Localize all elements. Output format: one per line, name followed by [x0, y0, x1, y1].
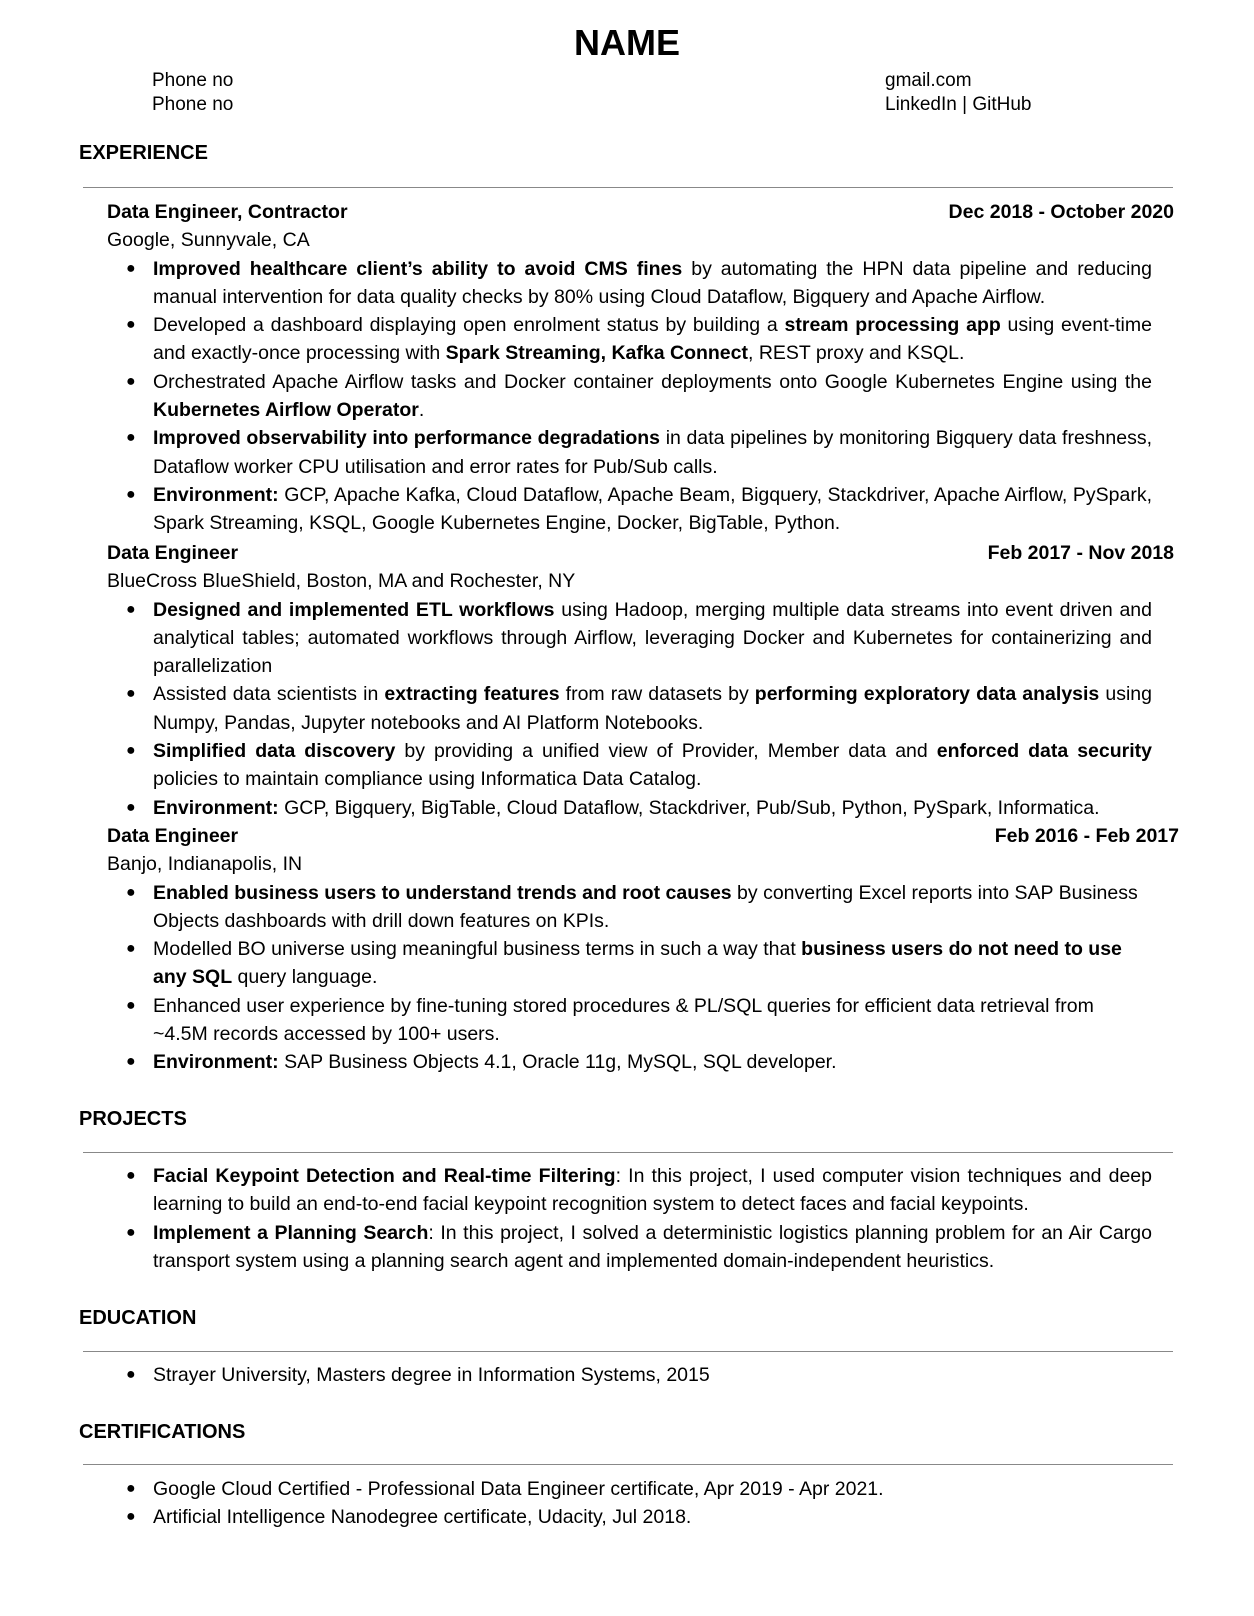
bold-text: Improved observability into performance degradations: [153, 427, 661, 450]
bold-text: Simplified data discovery: [153, 740, 396, 763]
job-header: [107, 198, 1174, 226]
section-title-education: EDUCATION: [79, 1307, 197, 1329]
bullet-dot-icon: ●: [126, 940, 136, 958]
section-title-projects: PROJECTS: [79, 1108, 187, 1130]
text-run: Google Cloud Certified - Professional Data Engineer certificate, Apr 2019 - Apr 2021.: [153, 1478, 884, 1500]
list-item: [126, 368, 1174, 425]
job-entry: [107, 539, 1174, 822]
section-divider: [83, 1464, 1173, 1465]
text-run: Developed a dashboard displaying open enrolment status by building a: [153, 314, 785, 337]
text-run: by converting Excel reports into SAP Business Objects dashboards with drill down features on KPIs.: [153, 881, 1138, 932]
bullet-dot-icon: ●: [126, 742, 136, 760]
text-run: from raw datasets by: [559, 683, 755, 706]
bold-text: business users do not need to use any SQL: [153, 938, 1122, 989]
bullet-dot-icon: ●: [126, 798, 136, 816]
text-run: , REST proxy and KSQL.: [748, 342, 965, 365]
bold-text: Environment:: [153, 483, 279, 506]
certifications-block: [107, 1475, 1174, 1532]
text-run: by providing a unified view of Provider, Member data and: [395, 740, 937, 763]
job-bullet-list: [107, 255, 1174, 538]
text-run: Assisted data scientists in: [153, 683, 385, 706]
section-divider: [83, 1152, 1173, 1153]
bullet-dot-icon: ●: [126, 883, 136, 901]
bullet-dot-icon: ●: [126, 372, 136, 390]
email-text: gmail.com: [885, 70, 972, 91]
list-item: [126, 680, 1174, 737]
profile-links: LinkedIn | GitHub: [885, 94, 1032, 115]
bullet-dot-icon: ●: [126, 685, 136, 703]
job-entry: [107, 198, 1174, 538]
job-title: Data Engineer: [107, 542, 239, 564]
bold-text: Spark Streaming, Kafka Connect: [445, 342, 748, 365]
list-item: [126, 1162, 1174, 1219]
text-run: using event-time and exactly-once processing with: [153, 314, 1152, 365]
bullet-dot-icon: ●: [126, 1480, 136, 1497]
contact-left: [152, 69, 233, 117]
bullet-dot-icon: ●: [126, 1167, 136, 1184]
text-run: policies to maintain compliance using Informatica Data Catalog.: [153, 768, 702, 791]
projects-list: [107, 1162, 1174, 1275]
list-item: [126, 1048, 1174, 1076]
bold-text: Enabled business users to understand trends and root causes: [153, 881, 732, 904]
bold-text: Implement a Planning Search: [153, 1221, 429, 1244]
text-run: Artificial Intelligence Nanodegree certificate, Udacity, Jul 2018.: [153, 1506, 692, 1529]
bold-text: Facial Keypoint Detection and Real-time Filtering: [153, 1165, 616, 1187]
text-run: Orchestrated Apache Airflow tasks and Docker container deployments onto Google Kubernetes Engine using the: [153, 370, 1152, 393]
list-item: [126, 255, 1174, 312]
text-run: GCP, Apache Kafka, Cloud Dataflow, Apache Beam, Bigquery, Stackdriver, Apache Airflow, PySpark, Spark Streaming, KSQL, Google Kubernetes Engine, Docker, BigTable, Python.: [153, 483, 1152, 535]
text-run: Modelled BO universe using meaningful business terms in such a way that: [153, 938, 802, 961]
bullet-dot-icon: ●: [126, 1053, 136, 1071]
bold-text: Environment:: [153, 796, 279, 819]
text-run: using Hadoop, merging multiple data streams into event driven and analytical tables; automated workflows through Airflow, leveraging Docker and Kubernetes for containerizing and parallelization: [153, 598, 1153, 678]
job-title: Data Engineer: [107, 825, 239, 847]
bullet-dot-icon: ●: [126, 485, 136, 503]
job-dates: Dec 2018 - October 2020: [948, 201, 1174, 223]
bold-text: Environment:: [153, 1051, 279, 1074]
text-run: SAP Business Objects 4.1, Oracle 11g, MySQL, SQL developer.: [278, 1051, 837, 1074]
list-item: [126, 424, 1174, 481]
bold-text: performing exploratory data analysis: [754, 683, 1100, 706]
bold-text: Designed and implemented ETL workflows: [153, 598, 555, 621]
list-item: [126, 311, 1174, 368]
text-run: using Numpy, Pandas, Jupyter notebooks and AI Platform Notebooks.: [153, 683, 1152, 734]
bullet-dot-icon: ●: [126, 429, 136, 447]
section-divider: [83, 1351, 1173, 1352]
phone-number: Phone no: [152, 94, 234, 115]
resume-name: NAME: [574, 22, 680, 63]
section-title-experience: EXPERIENCE: [79, 142, 208, 164]
job-bullet-list: [107, 879, 1174, 1077]
job-dates: Feb 2016 - Feb 2017: [994, 825, 1179, 847]
bold-text: enforced data security: [936, 740, 1153, 763]
text-run: GCP, Bigquery, BigTable, Cloud Dataflow, Stackdriver, Pub/Sub, Python, PySpark, Informatica.: [278, 796, 1100, 819]
bold-text: Kubernetes Airflow Operator: [153, 399, 419, 422]
phone-number: Phone no: [152, 70, 234, 91]
education-block: [107, 1361, 1174, 1389]
list-item: [126, 879, 1174, 936]
list-item: [126, 1503, 1174, 1531]
bold-text: stream processing app: [784, 314, 1001, 337]
job-company: Banjo, Indianapolis, IN: [107, 853, 303, 876]
job-header: [107, 539, 1174, 567]
job-dates: Feb 2017 - Nov 2018: [987, 542, 1174, 564]
job-entry: [107, 822, 1179, 1077]
certifications-list: [107, 1475, 1174, 1532]
text-run: : In this project, I used computer vision techniques and deep learning to build an end-to-end facial keypoint recognition system to detect faces and facial keypoints.: [153, 1165, 1152, 1216]
job-bullet-list: [107, 596, 1174, 822]
job-header: [107, 822, 1179, 850]
bullet-dot-icon: ●: [126, 1366, 136, 1383]
projects-block: [107, 1162, 1174, 1275]
bullet-dot-icon: ●: [126, 316, 136, 334]
contact-right: [885, 69, 1031, 117]
bullet-dot-icon: ●: [126, 259, 136, 277]
bullet-dot-icon: ●: [126, 1508, 136, 1526]
text-run: by automating the HPN data pipeline and reducing manual intervention for data quality checks by 80% using Cloud Dataflow, Bigquery and Apache Airflow.: [153, 257, 1152, 308]
text-run: : In this project, I solved a deterministic logistics planning problem for an Air Cargo transport system using a planning search agent and implemented domain-independent heuristics.: [153, 1221, 1152, 1272]
list-item: [126, 1361, 1174, 1389]
section-title-certifications: CERTIFICATIONS: [79, 1421, 246, 1443]
list-item: [126, 596, 1174, 681]
education-list: [107, 1361, 1174, 1389]
bullet-dot-icon: ●: [126, 600, 136, 618]
text-run: Enhanced user experience by fine-tuning stored procedures & PL/SQL queries for efficient data retrieval from ~4.5M records accessed by 100+ users.: [153, 994, 1094, 1046]
list-item: [126, 1219, 1174, 1276]
list-item: [126, 935, 1174, 992]
bullet-dot-icon: ●: [126, 1223, 136, 1241]
section-divider: [83, 187, 1173, 188]
text-run: Strayer University, Masters degree in Information Systems, 2015: [153, 1364, 710, 1386]
list-item: [126, 992, 1174, 1049]
bold-text: extracting features: [384, 683, 560, 706]
job-title: Data Engineer, Contractor: [107, 201, 348, 223]
list-item: [126, 481, 1174, 538]
job-company: BlueCross BlueShield, Boston, MA and Rochester, NY: [107, 570, 576, 593]
text-run: query language.: [232, 966, 378, 989]
list-item: [126, 1475, 1174, 1503]
job-company: Google, Sunnyvale, CA: [107, 229, 310, 252]
bullet-dot-icon: ●: [126, 996, 136, 1014]
bold-text: Improved healthcare client’s ability to avoid CMS fines: [153, 257, 683, 280]
list-item: [126, 737, 1174, 794]
text-run: .: [418, 399, 425, 422]
list-item: [126, 794, 1174, 822]
text-run: in data pipelines by monitoring Bigquery data freshness, Dataflow worker CPU utilisation and error rates for Pub/Sub calls.: [153, 427, 1152, 478]
